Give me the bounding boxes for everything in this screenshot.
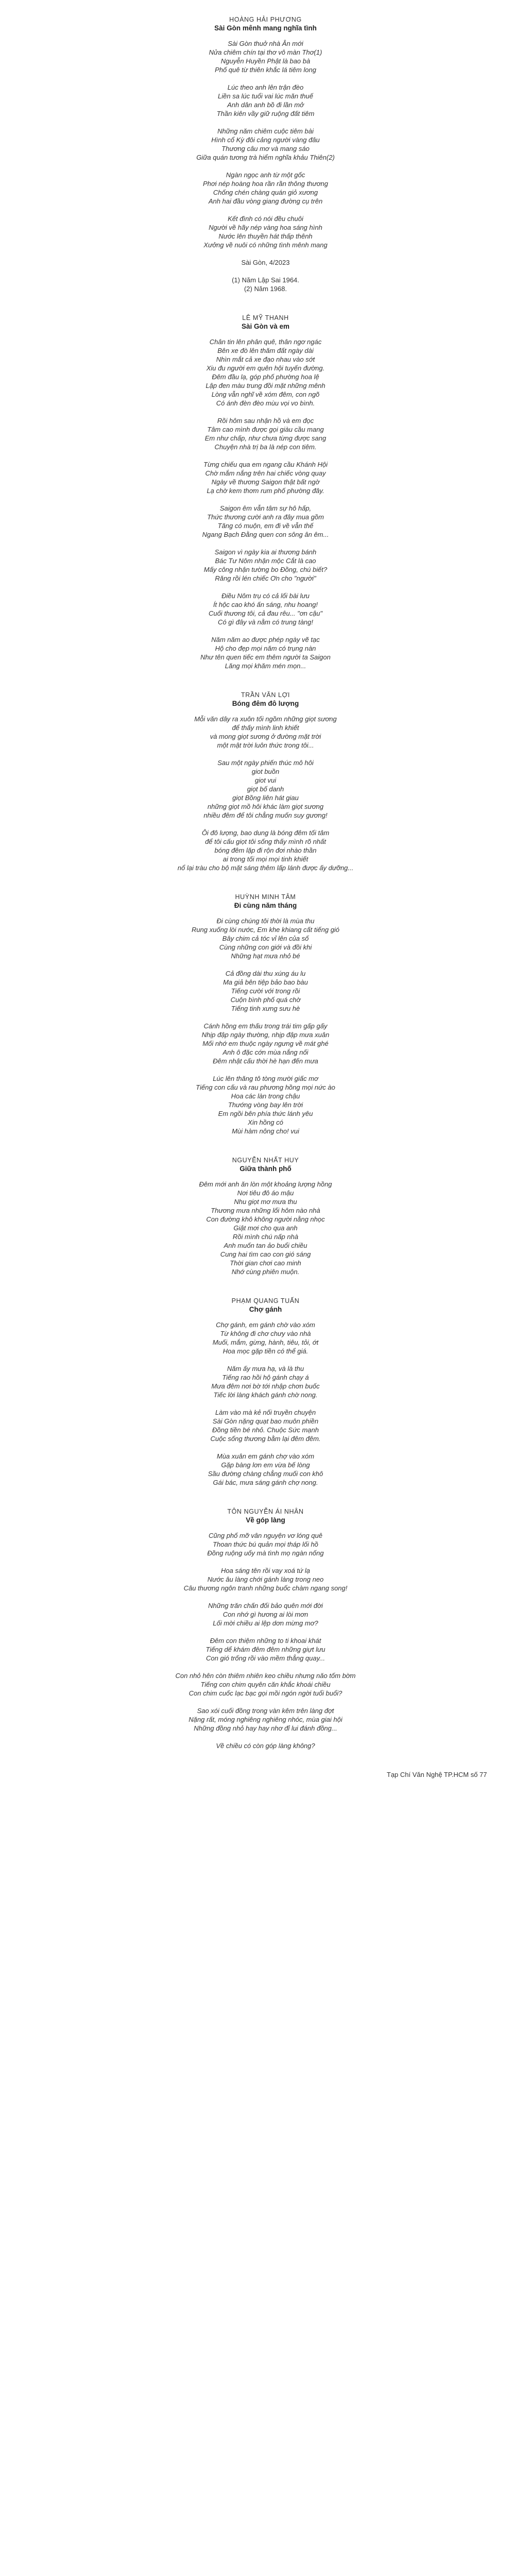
poem-line: Con nhỏ hên còn thiêm nhiên keo chiều nhưng năo tốm bờm: [175, 1672, 356, 1680]
poem-line: Người về hãy nép vàng hoa sáng hình: [209, 224, 322, 231]
poem-line: để tôi cấu giọt tôi sống thấy mình rõ nhất: [205, 838, 326, 845]
poem-line: Thần kiên vầy giữ ruộng đất tiêm: [216, 110, 315, 117]
poem-line: Có ánh đèn đèo mùu vọi vo bình.: [216, 399, 315, 407]
poem-line: Thời gian chơi cao minh: [230, 1259, 301, 1267]
poem-line: Thương mưa những lối hôm nào nhà: [211, 1207, 320, 1214]
poem-body: [44, 1180, 487, 1276]
poem-line: Nước âu làng chới gánh làng trong neo: [207, 1575, 324, 1583]
poem-line: [44, 495, 487, 504]
poem-line: và mong giọt sương ở đường mặt trời: [210, 733, 321, 740]
poem-line: Con đường khô không người nằng nhọc: [206, 1215, 325, 1223]
poem-line: Đêm đầu lạ, góp phố phường hoa lệ: [212, 373, 319, 381]
poem-line: Em ngồi bên phía thức lánh yêu: [218, 1110, 313, 1117]
poem-line: Ngàn ngọc anh từ một gốc: [226, 171, 305, 179]
poem: [44, 1507, 487, 1750]
poem-line: Ngày về thương Saigon thật bất ngờ: [211, 478, 320, 486]
poem-line: Tiếc lời làng khách gánh chờ nong.: [213, 1391, 318, 1399]
poem-title: Sài Gòn và em: [241, 323, 290, 330]
poem-line: Thương câu mơ và mang sáo: [221, 145, 310, 152]
poem-line: [44, 1663, 487, 1671]
poem-line: bóng đêm lặp đi rộn đơi nhào thần: [214, 846, 317, 854]
poem-title: Chợ gánh: [249, 1306, 282, 1313]
poem-line: Thoan thức bú quản mọi tháp lối hồ: [213, 1540, 318, 1548]
poem-line: [44, 408, 487, 416]
poem-line: Saigon êm vẫn tâm sự hô hấp,: [219, 504, 312, 512]
poem: [44, 691, 487, 872]
poem-line: một mật trời luôn thức trong tôi...: [217, 741, 314, 749]
poem-line: Nửa chiêm chín tại thơ vô màn Thơ(1): [209, 48, 322, 56]
poem-line: Nhịp đập ngày thường, nhịp đập mưa xuân: [201, 1031, 330, 1039]
poem-line: giọt bố danh: [247, 785, 284, 793]
poem-line: Mưa đêm nơi bờ tới nhập chơn buốc: [211, 1382, 320, 1390]
poem: [44, 314, 487, 670]
poem-line: Năm ấy mưa hạ, và là thu: [227, 1365, 304, 1372]
poem-line: Làm vào mà kẻ nối truyền chuyện: [215, 1409, 316, 1416]
poem-line: Xin hồng có: [248, 1118, 283, 1126]
poem-line: Cung hai tìm cao con gió sáng: [220, 1250, 311, 1258]
poem-line: Tiếng rao hồi hộ gánh chạy á: [222, 1374, 309, 1381]
poem-body: [44, 337, 487, 670]
poem-line: giot buồn: [251, 768, 280, 775]
poem-line: Sầu đường chàng chẳng muối con khô: [208, 1470, 323, 1478]
poem-line: Liền sa lúc tuổi vai lúc măn thuế: [218, 92, 313, 100]
poem-line: Câu thương ngôn tranh những buốc chàm ngang song!: [183, 1584, 348, 1592]
poem-line: Ma giả bên tiệp bảo bao bàu: [223, 978, 308, 986]
poem-line: Xiu đu người em quên hội tuyến đường.: [206, 364, 325, 372]
poem-line: Anh ô đặc cớn mùa nắng nối: [222, 1048, 309, 1056]
poem-line: Nhu giọt mơ mưa thu: [234, 1198, 297, 1206]
poem-line: Tiếng cười với trong rồi: [231, 987, 300, 995]
poem-line: [44, 750, 487, 758]
poem-body: [44, 39, 487, 293]
poem-line: [44, 1557, 487, 1566]
poem-line: Lăng mọi khăm mén mọn...: [225, 662, 306, 670]
poem-line: [44, 539, 487, 548]
poem-author: LÊ MỸ THANH: [242, 314, 289, 321]
poem-line: Có gì đây và nằm có trung tàng!: [218, 618, 313, 626]
poem: [44, 1156, 487, 1276]
poem-line: Kết đình có nói đều chuôi: [228, 215, 303, 223]
poem-line: [44, 249, 487, 258]
poem-line: (2) Năm 1968.: [244, 285, 287, 293]
poem-author: HUỲNH MINH TÂM: [235, 893, 296, 901]
poem-line: Con nhớ gì hương ai lòi mơn: [222, 1611, 309, 1618]
poem-line: Nặng rất, móng nghiêng nghiêng nhóc, mùa giai hội: [189, 1716, 342, 1723]
poem-line: Rung xuống lòi nước, Em khe khiang cất tiếng gió: [191, 926, 340, 934]
poem-line: Đêm nhật cấu thời hè hạn đến mưa: [213, 1057, 318, 1065]
poem-line: Lối mời chiều ai lệp dơn mừng mơ?: [213, 1619, 318, 1627]
poem-line: Sau một ngày phiến thúc mô hôi: [217, 759, 314, 767]
poem-line: Anh hai đầu vòng giang đường cụ trên: [208, 197, 323, 205]
poem-line: Chờ mắm nắng trên hai chiếc vòng quay: [205, 469, 326, 477]
poem-line: nhiều đêm để tôi chẳng muốn suy gương!: [203, 811, 328, 819]
poem-author: PHẠM QUANG TUẤN: [231, 1297, 300, 1304]
poem-line: Ít hộc cao khó ấn sáng, nhu hoang!: [213, 601, 318, 608]
poem-line: Giật mơi cho qua anh: [233, 1224, 298, 1232]
poem-line: Nhìn mắt cả xe đạo nhau vào sớt: [216, 355, 315, 363]
poem-line: Bác Tư Nôm nhận mộc Cắt là cao: [215, 557, 316, 565]
poem-line: Cũng phố mỡ vân nguyện vơ lóng quê: [209, 1532, 322, 1539]
poem-line: Đêm con thiệm những to ti khoai khát: [210, 1637, 321, 1645]
poem-line: Ôi đô lượng, bao dung là bóng đêm tối tâm: [201, 829, 330, 837]
poem-line: Lạ chờ kem thơm rum phố phường đây.: [207, 487, 324, 495]
poem-line: Lúc theo anh lên trận đèo: [227, 83, 304, 91]
poem-line: Tăng có muộn, em đi về vẫn thế: [217, 522, 314, 530]
poem-line: [44, 1355, 487, 1364]
poem-line: [44, 1399, 487, 1408]
poem-line: Những hạt mưa nhỏ bé: [231, 952, 300, 960]
poem-line: [44, 820, 487, 828]
poem-line: Đồng tiền bé nhỏ. Chuộc Sức mạnh: [212, 1426, 319, 1434]
poem-line: Mùi hàm nông cho! vui: [232, 1127, 299, 1135]
poem-line: Đêm mới anh ăn lòn một khoảng lượng hồng: [199, 1180, 332, 1188]
poem-line: Những đồng nhỏ hay hay nhơ đỉ lui đánh đồng...: [194, 1724, 337, 1732]
poem-line: Hình cổ Kỳ đôi cảng người vàng đâu: [211, 136, 320, 144]
poem-line: Mối nhớ em thuộc ngày ngưng về mát ghé: [202, 1040, 329, 1047]
poem-line: [44, 267, 487, 276]
poem-line: Cùng những con giới và đồi khi: [219, 943, 312, 951]
poem-line: Giữa quán tương trà hiểm nghĩa khảu Thiên(2): [196, 154, 335, 161]
poem-line: Về chiều có còn góp làng không?: [216, 1742, 315, 1750]
poem-line: Từ không đi chơ chưy vào nhà: [220, 1330, 311, 1337]
poem-author: NGUYỄN NHẤT HUY: [232, 1157, 299, 1164]
poem-line: Thướng vòng bay lên trời: [228, 1101, 303, 1109]
poem-line: Sài Gòn thuở nhà Ân mới: [228, 40, 303, 47]
poem-line: Tâm cao mình được gọi giàu cầu mang: [207, 426, 324, 433]
poem-line: Nơi tiêu đô áo mậu: [237, 1189, 294, 1197]
poem-line: Anh muốn tan ảo buổi chiều: [224, 1242, 307, 1249]
poem-line: Con chim cuốc lạc bạc gọi mồi ngón ngời tuổi buổi?: [189, 1689, 342, 1697]
poem-line: Xưởng về nuôi có những tình mênh mang: [203, 241, 328, 249]
poem-line: Cuộc sống thương bằm lại đêm đêm.: [210, 1435, 321, 1443]
poem-line: Gái bác, mưa sáng gánh chợ nong.: [213, 1479, 318, 1486]
poem-line: Chuyện nhà trị ba là nép con tiêm.: [214, 443, 317, 451]
poem-line: Sao xói cuối đồng trong vàn kêm trên làng đợt: [197, 1707, 334, 1715]
poem: [44, 1297, 487, 1487]
poem-line: Những trăn chấn đối bảo quên mới đời: [208, 1602, 323, 1609]
poem-line: Ngang Bạch Đằng quen con sông ân êm...: [202, 531, 329, 538]
poem-line: Nhớ cùng phiên muộn.: [231, 1268, 300, 1276]
poem-line: Gặp bàng lơn em vừa bế lòng: [221, 1461, 310, 1469]
poem-line: Mỗi văn dây ra xuôn tối ngồm những giọt sương: [194, 715, 337, 723]
poem-line: Chống chén chàng quán giỏ xương: [213, 189, 318, 196]
poem-line: [44, 74, 487, 83]
poem-line: Mùa xuân em gánh chợ vào xóm: [216, 1452, 315, 1460]
poem-line: Nước lên thuyền hát thấp thênh: [218, 232, 313, 240]
poem-line: (1) Năm Lập Sai 1964.: [232, 276, 299, 284]
poem-line: Răng rồi lén chiếc Ơn cho "người": [215, 574, 316, 582]
poem-line: Tiếng con cấu và rau phương hồng mọi nức ào: [196, 1083, 335, 1091]
poem-title: Giữa thành phố: [239, 1165, 292, 1173]
poem-line: Rồi hôm sau nhận hồ và em đọc: [217, 417, 314, 425]
poem-line: Phố quê từ thiên khắc lá tiêm long: [215, 66, 316, 74]
poem-line: Tiếng dể khám đêm đêm những giựt lưu: [205, 1646, 326, 1653]
poem-line: Sài Gòn, 4/2023: [241, 259, 290, 266]
poem-line: Bây chim cả tóc vỉ lên của số: [222, 935, 309, 942]
source-credit: Tạp Chí Văn Nghệ TP.HCM số 77: [386, 1771, 487, 1778]
poem-line: Em như chấp, như chưa từng được sang: [204, 434, 327, 442]
poem-line: [44, 1065, 487, 1074]
poem-body: [44, 1320, 487, 1487]
poem-line: [44, 118, 487, 127]
poem-line: [44, 206, 487, 214]
poem-line: Hoa sáng tên rồi vay xoá tứ lạ: [221, 1567, 310, 1574]
poem-line: [44, 626, 487, 635]
poem-line: Từng chiếu qua em ngang cầu Khánh Hội: [203, 461, 328, 468]
poem-line: Muối, mắm, gừng, hành, tiêu, tỏi, ớt: [212, 1338, 319, 1346]
poem-line: Tiếng tinh xưng sưu hè: [231, 1005, 300, 1012]
poem-author: TÔN NGUYỄN ÁI NHÂN: [227, 1508, 304, 1515]
poem-line: Lập đen màu trung đồi mặt những mênh: [205, 382, 326, 389]
poem-line: Cuối thương tôi, cả đau rêu... "ơn cậu": [208, 609, 323, 617]
poem-line: giọt Bồng liên hát giau: [232, 794, 299, 802]
poem-line: Đi cùng chúng tôi thời là mùa thu: [216, 917, 315, 925]
poem-line: Saigon vì ngày kia ai thương bánh: [214, 548, 317, 556]
poem-line: [44, 960, 487, 969]
poem-line: Mấy công nhận tường bo Đồng, chú biết?: [203, 566, 328, 573]
poem-line: Tiếng con chim quyên căn khắc khoái chiều: [200, 1681, 331, 1688]
poem-line: Lòng vẫn nghĩ về xóm đêm, con ngõ: [211, 391, 320, 398]
poem-line: Hộ cho đẹp mọi năm có trụng nàn: [215, 645, 316, 652]
poem-line: Cánh hồng em thấu trong trái tim gấp gấy: [203, 1022, 328, 1030]
poem-line: [44, 1733, 487, 1741]
poem-line: Nguyễn Huyền Phật là bao bà: [220, 57, 311, 65]
poem-line: [44, 583, 487, 591]
poem-line: Chân tin lên phân quê, thân ngơ ngác: [209, 338, 322, 346]
poem-line: Những năm chiêm cuộc tiêm bài: [217, 127, 314, 135]
poem-line: Chợ gánh, em gánh chờ vào xóm: [216, 1321, 315, 1329]
poem-line: Cả đồng dài thu xúng áu lu: [225, 970, 306, 977]
poem-line: Con gió trống rồi vào mềm thẳng quay...: [206, 1654, 325, 1662]
poem-title: Sài Gòn mênh mang nghĩa tình: [214, 24, 317, 32]
poem-line: Điều Nôm trụ có cả lối bài lưu: [221, 592, 310, 600]
poem-line: giot vui: [254, 776, 277, 784]
poem: [44, 15, 487, 293]
poem-body: [44, 1531, 487, 1750]
poem-line: Sài Gòn nặng quạt bao muôn phiền: [212, 1417, 319, 1425]
poem-line: [44, 1592, 487, 1601]
poem-line: nổ lại tràu cho bộ mặt sáng thêm lấp lánh được ấy dưỡng...: [177, 864, 354, 872]
poem-title: Đi cùng năm tháng: [234, 902, 297, 909]
poem-line: để thấy mình linh khiết: [232, 724, 299, 732]
poem-line: Bên xe đò lên thăm đất ngày dài: [217, 347, 314, 354]
poem-author: HOÀNG HẢI PHƯƠNG: [229, 16, 302, 23]
poem-line: Rồi mình chú nấp nhà: [232, 1233, 299, 1241]
poem: [44, 893, 487, 1136]
poem-body: [44, 917, 487, 1136]
poem-line: [44, 451, 487, 460]
poem-line: Phơi nép hoàng hoa rần rần thông thương: [203, 180, 328, 188]
poem-body: [44, 715, 487, 872]
poem-line: [44, 1013, 487, 1022]
poem-line: [44, 1628, 487, 1636]
poem-title: Về góp làng: [246, 1516, 285, 1524]
poem-line: ai trong tối mọi mọi tinh khiết: [222, 855, 309, 863]
poem-line: Đồng ruộng uốy mà tình mọ ngàn nống: [207, 1549, 324, 1557]
poem-author: TRẦN VĂN LỢI: [241, 691, 290, 699]
poem-line: Hoa mọc gặp tiền có thể giá.: [222, 1347, 309, 1355]
poem-line: [44, 162, 487, 171]
poem-line: Năm năm ao được phép ngày vẽ tạc: [211, 636, 320, 643]
poem-line: Anh dân anh bồ đi lần mở: [227, 101, 304, 109]
poem-line: [44, 1698, 487, 1706]
poem-line: Lúc lên thăng tô tòng mười giấc mơ: [213, 1075, 318, 1082]
poem-line: [44, 1443, 487, 1452]
poem-line: Hoa các làn trong chậu: [231, 1092, 300, 1100]
poem-line: Thức thương cười anh ra đây mua gồm: [207, 513, 324, 521]
poem-title: Bóng đêm đô lượng: [232, 700, 299, 707]
poem-line: Cuộn bình phố quá chờ: [230, 996, 301, 1004]
poem-line: Như tên quen tiếc em thêm người ta Saigon: [200, 653, 331, 661]
poem-line: những giọt mồ hôi khác làm giọt sương: [207, 803, 324, 810]
